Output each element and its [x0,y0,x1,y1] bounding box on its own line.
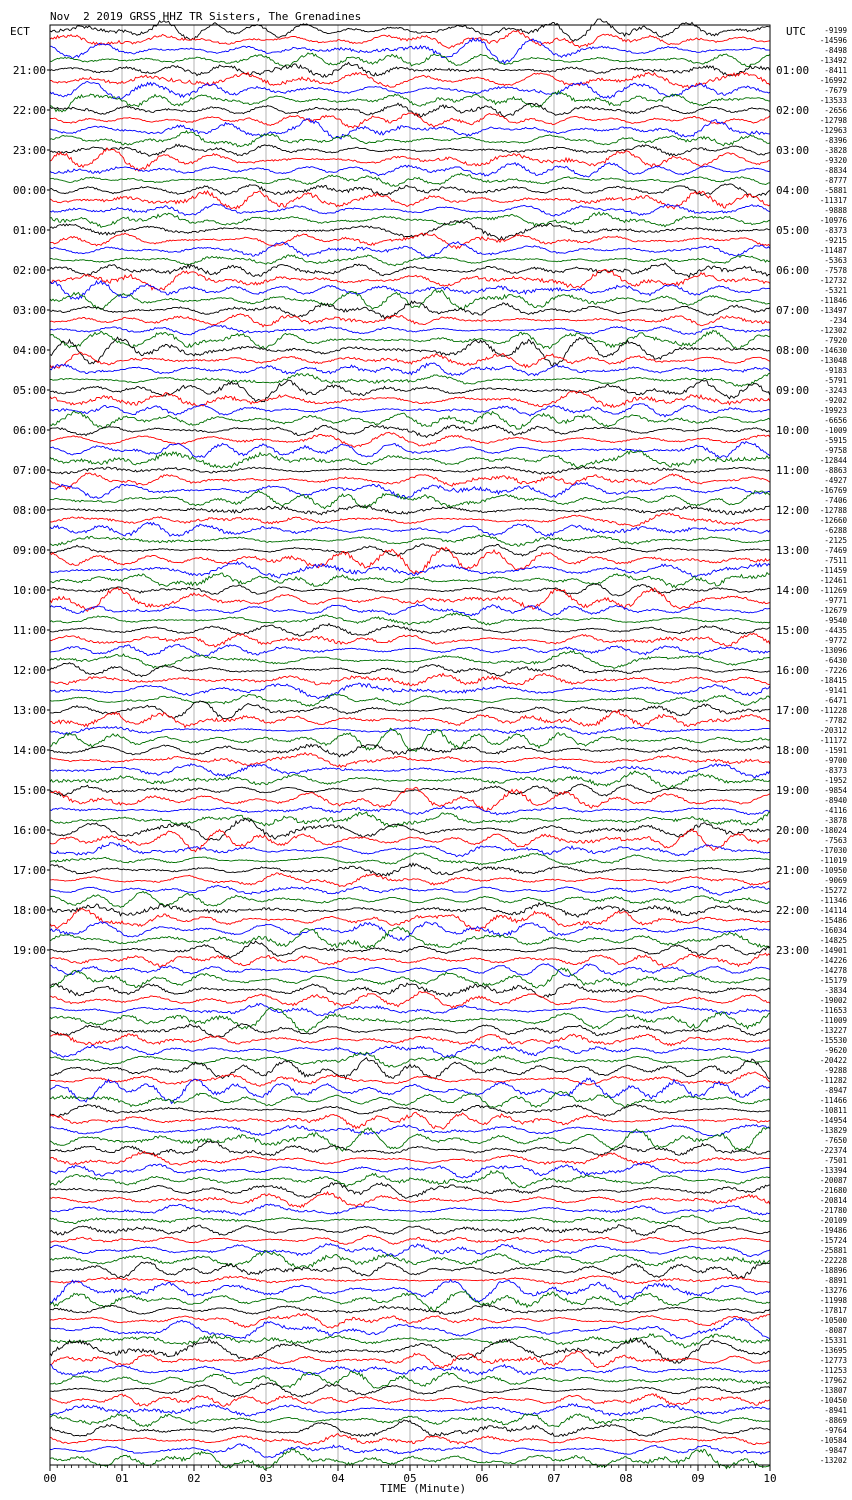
trace-offset-label: -11487 [819,246,847,255]
trace-offset-label: -8498 [824,46,847,55]
left-hour-label: 23:00 [12,144,46,157]
trace-offset-label: -2125 [824,536,847,545]
trace-offset-label: -10811 [819,1106,847,1115]
trace-offset-label: -12788 [819,506,847,515]
trace-offset-label: -14630 [819,346,847,355]
right-hour-label: 19:00 [776,784,810,797]
trace-offset-label: -6430 [824,656,847,665]
trace-offset-label: -14596 [819,36,847,45]
left-hour-label: 13:00 [12,704,46,717]
x-tick-label: 02 [187,1472,201,1485]
trace-offset-label: -15486 [819,916,847,925]
right-hour-label: 15:00 [776,624,810,637]
left-hour-label: 00:00 [12,184,46,197]
trace-offset-label: -21680 [819,1186,847,1195]
left-hour-label: 06:00 [12,424,46,437]
trace-offset-label: -12963 [819,126,847,135]
trace-offset-labels [820,26,848,1465]
x-tick-label: 01 [115,1472,129,1485]
trace-offset-label: -14825 [819,936,847,945]
right-hour-label: 13:00 [776,544,810,557]
trace-offset-label: -9199 [824,26,847,35]
trace-offset-label: -9069 [824,876,847,885]
x-tick-label: 07 [547,1472,561,1485]
trace-offset-label: -10450 [819,1396,847,1405]
trace-offset-label: -14114 [819,906,847,915]
trace-offset-label: -17817 [819,1306,847,1315]
left-hour-label: 10:00 [12,584,46,597]
trace-offset-label: -8087 [824,1326,847,1335]
trace-offset-label: -1009 [824,426,847,435]
x-tick-label: 05 [403,1472,417,1485]
x-tick-label: 06 [475,1472,489,1485]
trace-offset-label: -9202 [824,396,847,405]
trace-offset-label: -7406 [824,496,847,505]
trace-offset-label: -3878 [824,816,847,825]
trace-offset-label: -7578 [824,266,847,275]
x-tick-label: 00 [43,1472,57,1485]
trace-offset-label: -12679 [819,606,847,615]
trace-offset-label: -5791 [824,376,847,385]
trace-offset-label: -12773 [819,1356,847,1365]
trace-offset-label: -4927 [824,476,847,485]
trace-offset-label: -7469 [824,546,847,555]
trace-offset-label: -9620 [824,1046,847,1055]
trace-offset-label: -16992 [819,76,847,85]
trace-offset-label: -13829 [819,1126,847,1135]
trace-offset-label: -20422 [819,1056,847,1065]
trace-offset-label: -19923 [819,406,847,415]
trace-offset-label: -15724 [819,1236,847,1245]
trace-offset-label: -19486 [819,1226,847,1235]
trace-offset-label: -14226 [819,956,847,965]
trace-offset-label: -9772 [824,636,847,645]
trace-offset-label: -5881 [824,186,847,195]
left-hour-label: 03:00 [12,304,46,317]
trace-offset-label: -10500 [819,1316,847,1325]
left-hour-label: 14:00 [12,744,46,757]
trace-offset-label: -5363 [824,256,847,265]
trace-offset-label: -6288 [824,526,847,535]
trace-offset-label: -22228 [819,1256,847,1265]
trace-offset-label: -8411 [824,66,847,75]
trace-offset-label: -9847 [824,1446,847,1455]
right-hour-label: 08:00 [776,344,810,357]
trace-offset-label: -9771 [824,596,847,605]
trace-offset-label: -11846 [819,296,847,305]
trace-offset-label: -8891 [824,1276,847,1285]
trace-offset-label: -13227 [819,1026,847,1035]
trace-offset-label: -14954 [819,1116,847,1125]
trace-offset-label: -11019 [819,856,847,865]
trace-offset-label: -9288 [824,1066,847,1075]
trace-offset-label: -12844 [819,456,847,465]
left-hour-label: 18:00 [12,904,46,917]
trace-offset-label: -11459 [819,566,847,575]
trace-offset-label: -15530 [819,1036,847,1045]
trace-offset-label: -8777 [824,176,847,185]
trace-offset-label: -8373 [824,226,847,235]
trace-offset-label: -8373 [824,766,847,775]
trace-offset-label: -10950 [819,866,847,875]
trace-offset-label: -7563 [824,836,847,845]
right-hour-label: 23:00 [776,944,810,957]
right-hour-label: 16:00 [776,664,810,677]
trace-offset-label: -3828 [824,146,847,155]
trace-offset-label: -1952 [824,776,847,785]
trace-offset-label: -12732 [819,276,847,285]
trace-offset-label: -17030 [819,846,847,855]
left-timezone-label: ECT [10,25,30,38]
trace-offset-label: -25881 [819,1246,847,1255]
left-hour-label: 17:00 [12,864,46,877]
trace-offset-label: -13096 [819,646,847,655]
trace-offset-label: -12798 [819,116,847,125]
trace-offset-label: -13533 [819,96,847,105]
trace-offset-label: -11346 [819,896,847,905]
trace-offset-label: -12461 [819,576,847,585]
trace-offset-label: -17962 [819,1376,847,1385]
left-hour-label: 07:00 [12,464,46,477]
trace-offset-label: -8947 [824,1086,847,1095]
x-tick-label: 08 [619,1472,633,1485]
trace-offset-label: -11317 [819,196,847,205]
trace-offset-label: -11228 [819,706,847,715]
trace-offset-label: -14901 [819,946,847,955]
trace-offset-label: -20109 [819,1216,847,1225]
trace-offset-label: -2656 [824,106,847,115]
trace-offset-label: -11998 [819,1296,847,1305]
chart-title: Nov 2 2019 GRSS HHZ TR Sisters, The Grenadines [50,10,362,23]
trace-offset-label: -8863 [824,466,847,475]
trace-offset-label: -9758 [824,446,847,455]
trace-offset-label: -20087 [819,1176,847,1185]
trace-offset-label: -9183 [824,366,847,375]
trace-offset-label: -21780 [819,1206,847,1215]
trace-offset-label: -13276 [819,1286,847,1295]
trace-offset-label: -22374 [819,1146,847,1155]
trace-offset-label: -13497 [819,306,847,315]
right-hour-label: 09:00 [776,384,810,397]
trace-offset-label: -5915 [824,436,847,445]
trace-offset-label: -18896 [819,1266,847,1275]
trace-offset-label: -9854 [824,786,847,795]
right-timezone-label: UTC [786,25,806,38]
right-hour-label: 12:00 [776,504,810,517]
trace-offset-label: -11009 [819,1016,847,1025]
left-hour-label: 04:00 [12,344,46,357]
trace-offset-label: -15179 [819,976,847,985]
right-hour-label: 22:00 [776,904,810,917]
right-hour-label: 03:00 [776,144,810,157]
trace-offset-label: -11282 [819,1076,847,1085]
trace-offset-label: -7501 [824,1156,847,1165]
right-hour-label: 20:00 [776,824,810,837]
x-axis-label: TIME (Minute) [380,1482,467,1495]
trace-offset-label: -13807 [819,1386,847,1395]
trace-offset-label: -10584 [819,1436,847,1445]
trace-offset-label: -13695 [819,1346,847,1355]
trace-offset-label: -18415 [819,676,847,685]
trace-offset-label: -8834 [824,166,847,175]
trace-offset-label: -7679 [824,86,847,95]
trace-offset-label: -19002 [819,996,847,1005]
trace-offset-label: -8396 [824,136,847,145]
right-hour-label: 04:00 [776,184,810,197]
trace-offset-label: -9764 [824,1426,847,1435]
right-hour-label: 01:00 [776,64,810,77]
trace-offset-label: -7226 [824,666,847,675]
right-hour-label: 07:00 [776,304,810,317]
trace-offset-label: -7782 [824,716,847,725]
trace-offset-label: -15272 [819,886,847,895]
trace-offset-label: -9888 [824,206,847,215]
trace-offset-label: -8941 [824,1406,847,1415]
left-hour-label: 01:00 [12,224,46,237]
trace-offset-label: -14278 [819,966,847,975]
trace-offset-label: -11269 [819,586,847,595]
trace-offset-label: -11466 [819,1096,847,1105]
trace-offset-label: -3243 [824,386,847,395]
left-hour-label: 11:00 [12,624,46,637]
left-hour-label: 22:00 [12,104,46,117]
trace-offset-label: -4116 [824,806,847,815]
trace-offset-label: -9141 [824,686,847,695]
trace-offset-label: -6656 [824,416,847,425]
left-hour-label: 19:00 [12,944,46,957]
trace-offset-label: -11253 [819,1366,847,1375]
trace-offset-label: -9540 [824,616,847,625]
trace-offset-label: -13048 [819,356,847,365]
right-hour-label: 18:00 [776,744,810,757]
trace-offset-label: -7511 [824,556,847,565]
trace-offset-label: -11653 [819,1006,847,1015]
left-hour-label: 09:00 [12,544,46,557]
trace-offset-label: -5321 [824,286,847,295]
trace-offset-label: -8869 [824,1416,847,1425]
x-tick-label: 03 [259,1472,273,1485]
left-hour-label: 21:00 [12,64,46,77]
trace-offset-label: -13492 [819,56,847,65]
trace-offset-label: -11172 [819,736,847,745]
trace-offset-label: -3834 [824,986,847,995]
left-hour-label: 15:00 [12,784,46,797]
trace-offset-label: -10976 [819,216,847,225]
trace-offset-label: -13394 [819,1166,847,1175]
trace-offset-label: -7650 [824,1136,847,1145]
right-hour-label: 11:00 [776,464,810,477]
trace-offset-label: -20312 [819,726,847,735]
right-hour-label: 02:00 [776,104,810,117]
trace-offset-label: -6471 [824,696,847,705]
trace-offset-label: -12302 [819,326,847,335]
x-axis [43,1465,776,1485]
left-hour-label: 02:00 [12,264,46,277]
trace-offset-label: -8940 [824,796,847,805]
trace-offset-label: -1591 [824,746,847,755]
trace-offset-label: -18024 [819,826,847,835]
trace-offset-label: -12660 [819,516,847,525]
trace-offset-label: -15331 [819,1336,847,1345]
trace-offset-label: -9320 [824,156,847,165]
trace-offset-label: -13202 [819,1456,847,1465]
left-hour-label: 08:00 [12,504,46,517]
trace-offset-label: -234 [828,316,847,325]
right-hour-label: 17:00 [776,704,810,717]
right-hour-label: 05:00 [776,224,810,237]
trace-offset-label: -9700 [824,756,847,765]
trace-offset-label: -20814 [819,1196,847,1205]
right-hour-label: 21:00 [776,864,810,877]
trace-offset-label: -9215 [824,236,847,245]
trace-offset-label: -16769 [819,486,847,495]
right-hour-label: 14:00 [776,584,810,597]
right-hour-label: 10:00 [776,424,810,437]
left-hour-label: 12:00 [12,664,46,677]
left-hour-label: 05:00 [12,384,46,397]
trace-offset-label: -7920 [824,336,847,345]
right-hour-label: 06:00 [776,264,810,277]
x-tick-label: 10 [763,1472,777,1485]
trace-offset-label: -16034 [819,926,847,935]
trace-offset-label: -4435 [824,626,847,635]
x-tick-label: 04 [331,1472,345,1485]
x-tick-label: 09 [691,1472,705,1485]
left-hour-label: 16:00 [12,824,46,837]
